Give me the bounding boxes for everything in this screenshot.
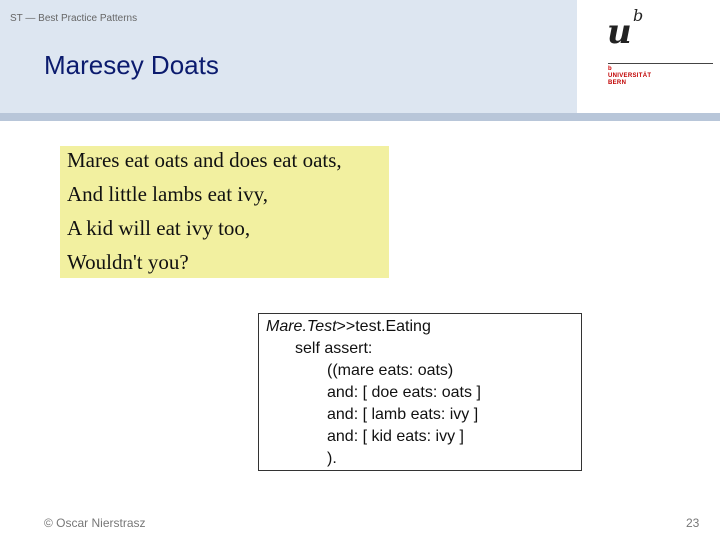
logo-divider (608, 63, 713, 64)
code-method-header (266, 318, 431, 336)
logo-text-line1: UNIVERSITÄT (608, 73, 652, 79)
code-line: self assert: (295, 340, 373, 357)
code-line: and: [ doe eats: oats ] (327, 384, 481, 401)
poem-line: And little lambs eat ivy, (67, 182, 269, 206)
code-class-name: Mare.Test (266, 318, 337, 335)
slide-title: Maresey Doats (44, 50, 219, 80)
poem-box (60, 146, 389, 278)
poem-line: A kid will eat ivy too, (67, 216, 251, 240)
code-line: and: [ kid eats: ivy ] (327, 428, 464, 445)
poem-line: Wouldn't you? (67, 250, 189, 274)
logo-text (608, 73, 651, 87)
logo-b-letter: b (633, 6, 644, 25)
logo-u-letter: u (607, 12, 632, 52)
code-line: and: [ lamb eats: ivy ] (327, 406, 479, 423)
footer-author: © Oscar Nierstrasz (44, 516, 146, 530)
logo-text-line2: BERN (608, 80, 627, 86)
header-subtitle: ST — Best Practice Patterns (10, 13, 138, 24)
code-method-name: >>test.Eating (336, 318, 431, 335)
code-box (258, 313, 582, 471)
page-number: 23 (686, 516, 700, 530)
code-line: ). (327, 450, 337, 467)
header-rule (0, 113, 720, 121)
logo-small-mark: b (608, 66, 612, 72)
poem-line: Mares eat oats and does eat oats, (67, 148, 342, 172)
code-line: ((mare eats: oats) (327, 362, 454, 379)
university-logo (577, 0, 720, 113)
slide-header (0, 0, 577, 113)
